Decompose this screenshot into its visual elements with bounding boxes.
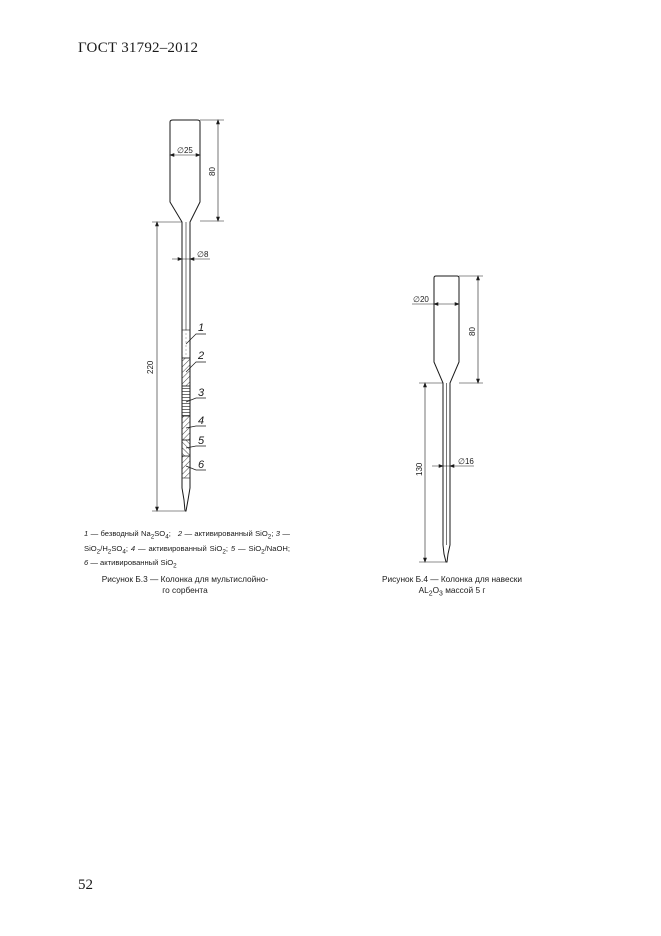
layer-label-5: 5	[198, 435, 205, 447]
b4-dim-height-top: 80	[468, 327, 477, 336]
b4-dimension-lines	[412, 276, 483, 562]
b3-dim-diameter-top: ∅25	[177, 146, 193, 155]
layer-label-6: 6	[198, 459, 205, 471]
layer-label-1: 1	[198, 322, 205, 334]
figure-b3-caption: Рисунок Б.3 — Колонка для мультислойно- го сорбента	[101, 574, 269, 595]
b3-dim-length: 220	[146, 360, 155, 374]
b4-dim-diameter-top: ∅20	[413, 295, 429, 304]
figure-b4-caption: Рисунок Б.4 — Колонка для навески $AL_2O_3$ массой 5 г	[381, 574, 522, 598]
layer-label-3: 3	[198, 387, 205, 399]
b3-dim-height-top: 80	[208, 167, 217, 176]
figure-b3-legend: 1 — безводный $Na_2SO_4$; 2 — активированный SiO$_2$; 3 — $SiO_2/H_2SO_4$; 4 — активированный SiO$_2$; 5 — SiO$_2$/NaOH; 6 — активированный SiO$_2$	[84, 529, 290, 570]
b4-dim-diameter-stem: ∅16	[458, 457, 474, 466]
layer-label-4: 4	[198, 415, 205, 427]
layer-label-2: 2	[198, 350, 205, 362]
b3-dim-diameter-stem: ∅8	[197, 250, 209, 259]
document-header: ГОСТ 31792–2012	[78, 40, 199, 56]
column-b4	[434, 276, 459, 562]
page-number: 52	[78, 877, 93, 893]
b4-dim-length: 130	[415, 462, 424, 476]
